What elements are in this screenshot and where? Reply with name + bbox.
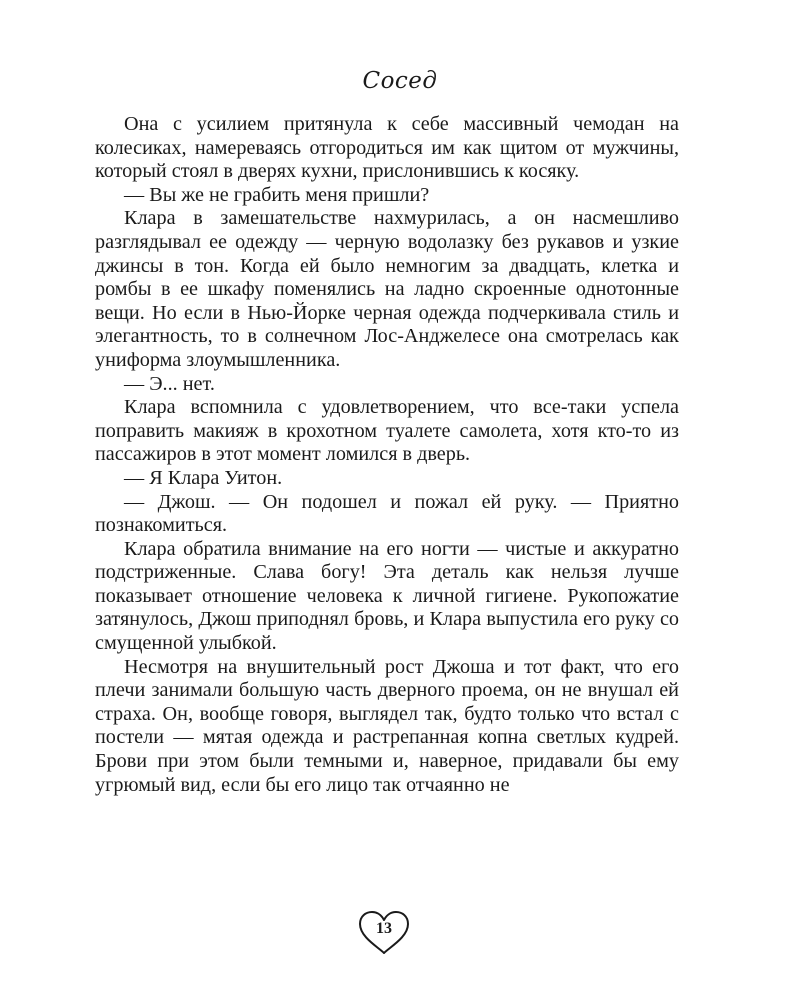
paragraph: — Вы же не грабить меня пришли? — [124, 183, 430, 206]
paragraph: Клара в замешательстве нахмурилась, а он насмешливо разглядывал ее одежду — черную водолазку без рукавов и узкие джинсы в тон. Когда ей было немногим за двадцать, клетка и ромбы в ее шкафу поменялись на ладно скроенные однотонные вещи. Но если в Нью-Йорке черная одежда подчеркивала стиль и элегантность, то в солнечном Лос-Анджелесе она смотрелась как униформа злоумышленника. — [95, 207, 679, 371]
paragraph: — Джош. — Он подошел и пожал ей руку. — Приятно познакомиться. — [95, 490, 679, 537]
page-number-badge — [356, 909, 412, 957]
paragraph: Несмотря на внушительный рост Джоша и тот факт, что его плечи занимали большую часть дверного проема, он не внушал ей страха. Он, вообще говоря, выглядел так, будто только что встал с постели — мятая одежда и растрепанная копна светлых кудрей. Брови при этом были темными и, наверное, придавали бы ему угрюмый вид, если бы его лицо так отчаянно не — [95, 655, 679, 796]
running-title: Сосед — [362, 68, 438, 94]
paragraph: Она с усилием притянула к себе массивный чемодан на колесиках, намереваясь отгородиться им как щитом от мужчины, который стоял в дверях кухни, прислонившись к косяку. — [95, 113, 679, 183]
paragraph: — Э... нет. — [124, 372, 215, 395]
paragraph: Клара обратила внимание на его ногти — чистые и аккуратно подстриженные. Слава богу! Эта деталь как нельзя лучше показывает отношение человека к личной гигиене. Рукопожатие затянулось, Джош приподнял бровь, и Клара выпустила его руку со смущенной улыбкой. — [95, 537, 679, 655]
page-number: 13 — [376, 920, 392, 937]
paragraph: Клара вспомнила с удовлетворением, что все-таки успела поправить макияж в крохотном туалете самолета, хотя кто-то из пассажиров в этот момент ломился в дверь. — [95, 396, 679, 466]
paragraph: — Я Клара Уитон. — [124, 466, 283, 489]
body-text — [95, 113, 679, 797]
